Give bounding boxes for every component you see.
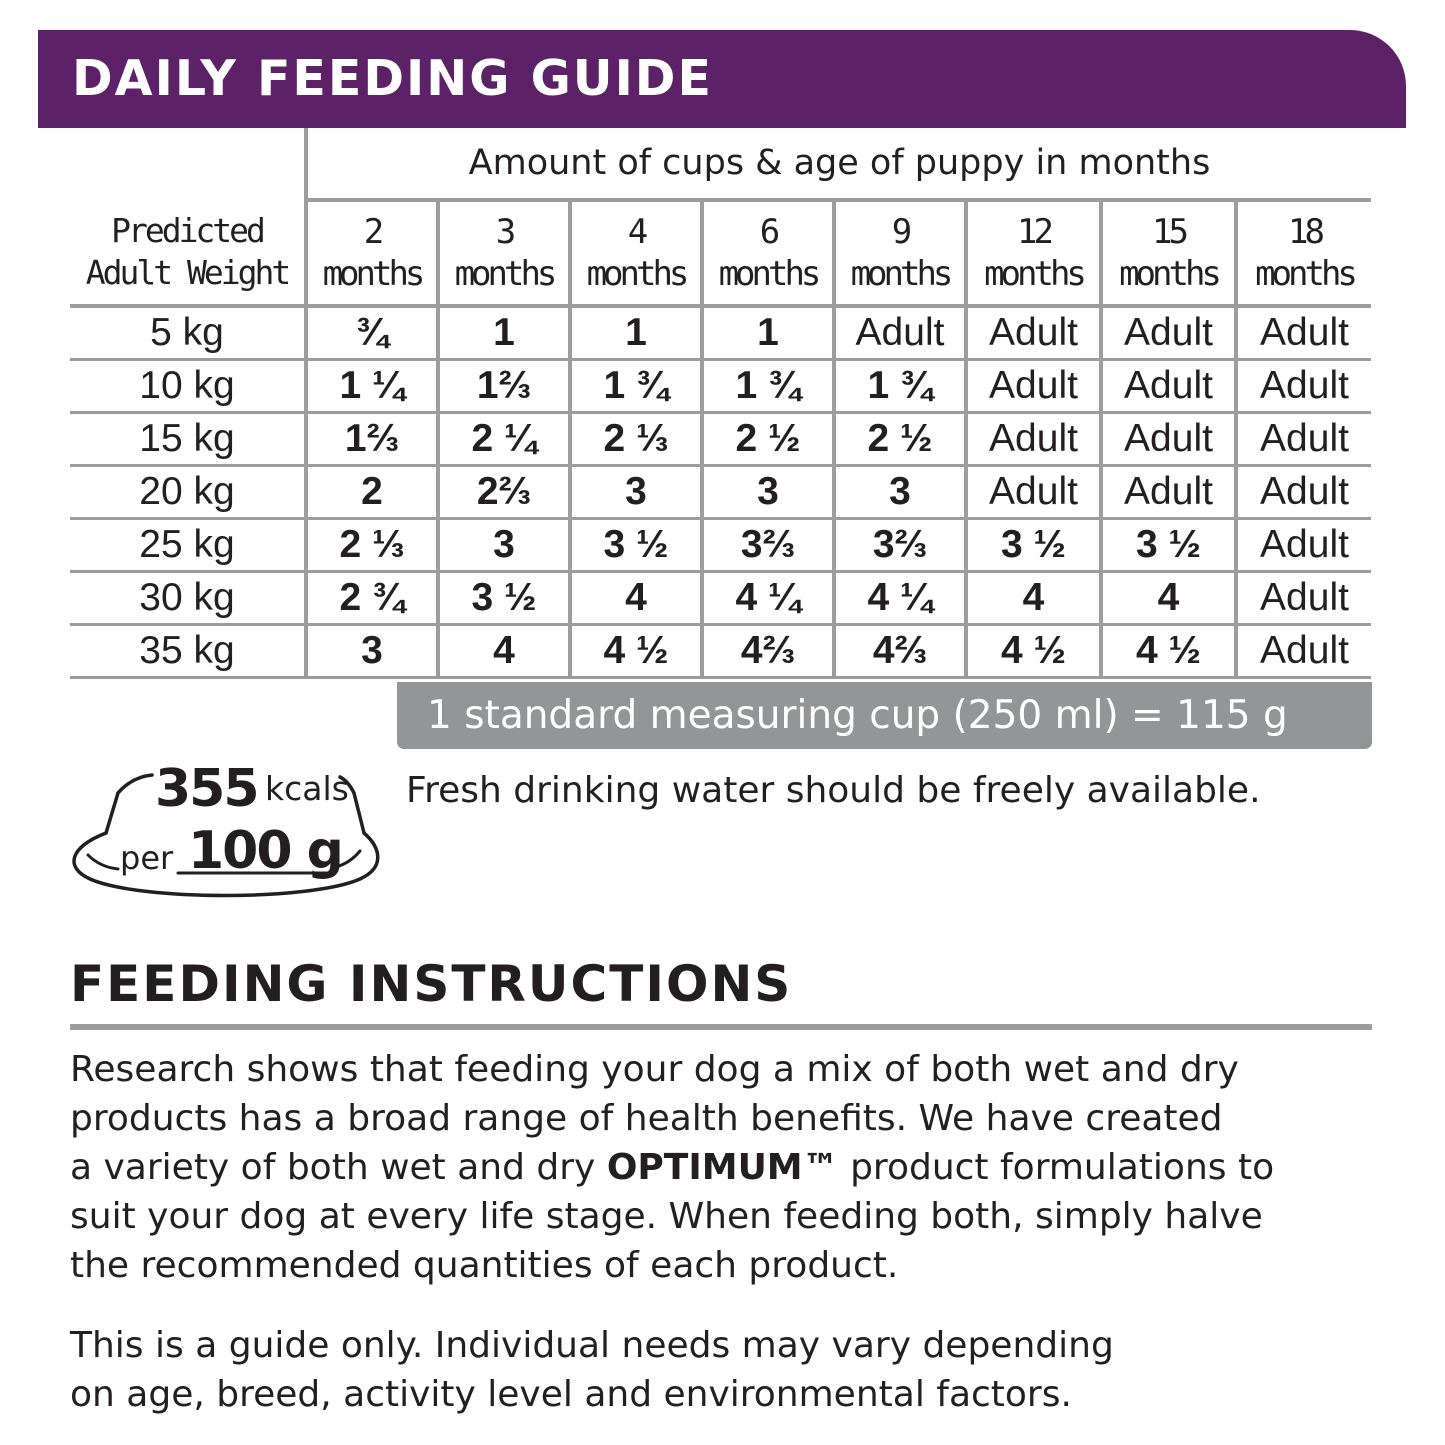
age-unit: months: [984, 254, 1083, 294]
age-unit: months: [1119, 254, 1218, 294]
weight-header-line-2: Adult Weight: [85, 253, 289, 292]
amount-cell: 4: [570, 571, 702, 624]
amount-cell: 2 ¾: [306, 571, 438, 624]
amount-cell: ¾: [306, 306, 438, 359]
age-unit: months: [718, 254, 818, 294]
amount-cell: 3⅔: [834, 518, 966, 571]
table-row: [70, 412, 1371, 465]
weight-cell: 20 kg: [139, 469, 235, 513]
measuring-cup-note: 1 standard measuring cup (250 ml) = 115 g: [397, 682, 1372, 749]
amount-cell: 1⅔: [438, 359, 570, 412]
weight-column-header: [70, 200, 306, 306]
amount-cell: Adult: [1236, 412, 1371, 465]
instructions-paragraph-2: [70, 1321, 1114, 1419]
weight-cell: 30 kg: [139, 575, 235, 619]
age-column-header: [438, 200, 570, 306]
amount-cell: 3: [702, 465, 834, 518]
instructions-title: FEEDING INSTRUCTIONS: [70, 955, 793, 1013]
amount-cell: Adult: [1236, 571, 1371, 624]
amount-cell: Adult: [1101, 412, 1236, 465]
amount-cell: Adult: [1236, 624, 1371, 677]
amount-cell: 4⅔: [834, 624, 966, 677]
amount-cell: Adult: [834, 306, 966, 359]
amount-cell: Adult: [1101, 465, 1236, 518]
water-note: Fresh drinking water should be freely available.: [406, 770, 1261, 811]
amount-cell: 4: [966, 571, 1101, 624]
age-unit: months: [1255, 254, 1354, 294]
amount-cell: Adult: [1236, 465, 1371, 518]
amount-cell: Adult: [966, 306, 1101, 359]
amount-cell: 4⅔: [702, 624, 834, 677]
amount-cell: Adult: [1236, 306, 1371, 359]
age-number: 15: [1152, 212, 1185, 252]
header-band: [38, 30, 1406, 128]
age-number: 3: [495, 212, 513, 252]
amount-cell: 2⅔: [438, 465, 570, 518]
amount-cell: 3: [834, 465, 966, 518]
age-span-header: Amount of cups & age of puppy in months: [306, 128, 1371, 200]
amount-cell: Adult: [966, 359, 1101, 412]
amount-cell: 3: [570, 465, 702, 518]
age-number: 2: [363, 212, 381, 252]
amount-cell: 4: [438, 624, 570, 677]
amount-cell: 4 ¼: [834, 571, 966, 624]
kcal-unit: kcals: [265, 769, 349, 808]
amount-cell: Adult: [1101, 306, 1236, 359]
amount-cell: Adult: [1101, 359, 1236, 412]
amount-cell: 3 ½: [966, 518, 1101, 571]
amount-cell: 1⅔: [306, 412, 438, 465]
amount-cell: 2 ½: [834, 412, 966, 465]
paragraph-line: products has a broad range of health benefits. We have created: [70, 1098, 1223, 1139]
amount-cell: 2 ½: [702, 412, 834, 465]
weight-cell: 25 kg: [139, 522, 235, 566]
age-column-header: [570, 200, 702, 306]
amount-cell: 1: [702, 306, 834, 359]
age-number: 18: [1288, 212, 1321, 252]
kcal-value: 355: [155, 759, 258, 819]
paragraph-line: on age, breed, activity level and environmental factors.: [70, 1374, 1072, 1415]
amount-cell: 3: [306, 624, 438, 677]
energy-bowl-badge: [60, 755, 385, 905]
column-header-row: [70, 200, 1371, 306]
amount-cell: 3 ½: [438, 571, 570, 624]
weight-cell: 15 kg: [139, 416, 235, 460]
weight-cell: 35 kg: [139, 628, 235, 672]
amount-cell: 3 ½: [570, 518, 702, 571]
amount-cell: 1 ¾: [702, 359, 834, 412]
amount-cell: 1: [438, 306, 570, 359]
age-number: 12: [1017, 212, 1050, 252]
age-column-header: [702, 200, 834, 306]
amount-cell: 2: [306, 465, 438, 518]
instructions-paragraph-1: [70, 1045, 1274, 1290]
weight-header-line-1: Predicted: [111, 211, 263, 250]
amount-cell: 4: [1101, 571, 1236, 624]
paragraph-line: product formulations to: [838, 1147, 1275, 1188]
amount-cell: 3 ½: [1101, 518, 1236, 571]
age-column-header: [306, 200, 438, 306]
brand-name: OPTIMUM™: [606, 1147, 839, 1188]
weight-cell: 5 kg: [150, 310, 224, 354]
table-body: [70, 306, 1371, 677]
age-unit: months: [586, 254, 686, 294]
per-amount: 100 g: [188, 821, 342, 881]
age-unit: months: [850, 254, 950, 294]
amount-cell: Adult: [1236, 518, 1371, 571]
amount-cell: 4 ½: [1101, 624, 1236, 677]
age-column-header: [1236, 200, 1371, 306]
divider: [70, 1024, 1372, 1030]
paragraph-line: This is a guide only. Individual needs may vary depending: [70, 1325, 1114, 1366]
table-row: [70, 359, 1371, 412]
paragraph-line: the recommended quantities of each product.: [70, 1245, 899, 1286]
weight-cell: 10 kg: [139, 363, 235, 407]
amount-cell: 2 ¼: [438, 412, 570, 465]
corner-cell: [70, 128, 306, 200]
age-number: 4: [627, 212, 645, 252]
age-column-header: [1101, 200, 1236, 306]
paragraph-line: Research shows that feeding your dog a mix of both wet and dry: [70, 1049, 1239, 1090]
span-header-row: [70, 128, 1371, 200]
age-unit: months: [322, 254, 422, 294]
amount-cell: 1: [570, 306, 702, 359]
amount-cell: 4 ¼: [702, 571, 834, 624]
paragraph-line: suit your dog at every life stage. When feeding both, simply halve: [70, 1196, 1263, 1237]
amount-cell: 1 ¼: [306, 359, 438, 412]
age-unit: months: [454, 254, 554, 294]
page-title: DAILY FEEDING GUIDE: [72, 50, 713, 107]
amount-cell: 4 ½: [966, 624, 1101, 677]
amount-cell: 1 ¾: [570, 359, 702, 412]
age-column-header: [966, 200, 1101, 306]
table-row: [70, 306, 1371, 359]
amount-cell: 4 ½: [570, 624, 702, 677]
amount-cell: 2 ⅓: [306, 518, 438, 571]
amount-cell: Adult: [1236, 359, 1371, 412]
age-column-header: [834, 200, 966, 306]
amount-cell: 3⅔: [702, 518, 834, 571]
paragraph-line: a variety of both wet and dry: [70, 1147, 607, 1188]
amount-cell: 3: [438, 518, 570, 571]
per-label: per: [120, 839, 174, 877]
age-number: 6: [759, 212, 777, 252]
feeding-table: [70, 128, 1371, 679]
amount-cell: 1 ¾: [834, 359, 966, 412]
table-row: [70, 518, 1371, 571]
amount-cell: 2 ⅓: [570, 412, 702, 465]
table-row: [70, 624, 1371, 677]
table-row: [70, 571, 1371, 624]
age-number: 9: [891, 212, 909, 252]
table-row: [70, 465, 1371, 518]
amount-cell: Adult: [966, 465, 1101, 518]
amount-cell: Adult: [966, 412, 1101, 465]
